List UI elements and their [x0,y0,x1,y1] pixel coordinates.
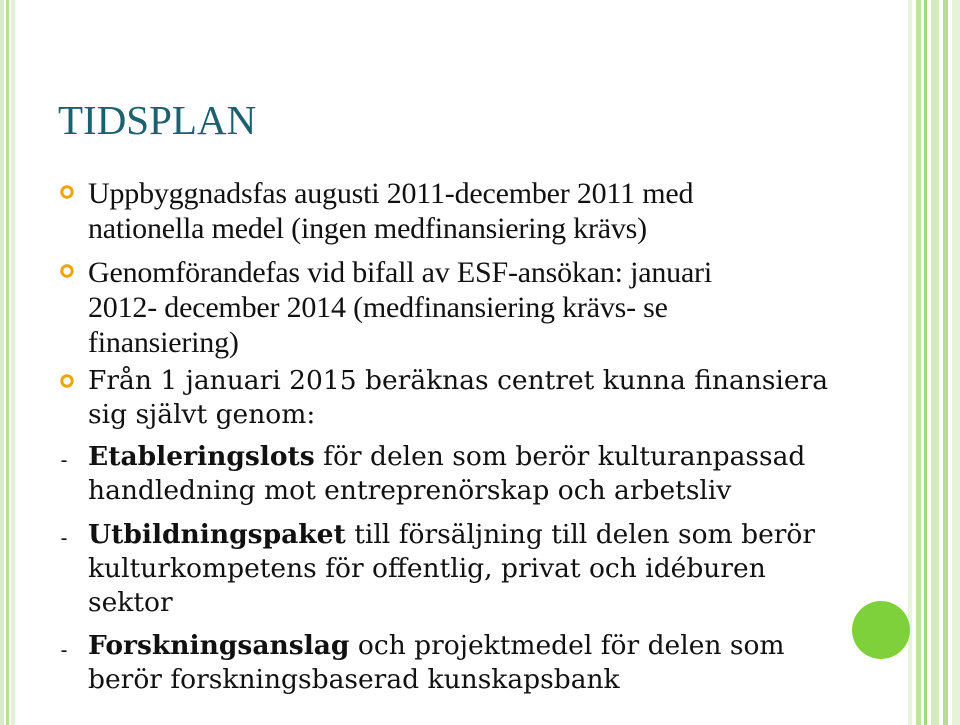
sub-item-2-rest: till försäljning till delen som berör [345,519,816,550]
sub-item-2-line-2: kulturkompetens för offentlig, privat och idéburen [88,553,766,584]
bullet-2-line-2: 2012- december 2014 (medfinansiering krävs- se [88,291,668,324]
right-decorative-stripes [908,0,960,725]
gear-bullet-icon [60,374,74,388]
bullet-1-line-2: nationella medel (ingen medfinansiering krävs) [88,212,647,245]
bullet-1 [88,176,888,246]
bullet-3-line-2: sig självt genom: [88,399,316,430]
bullet-3 [88,364,888,432]
sub-item-3 [88,629,888,697]
sub-item-3-rest: och projektmedel för delen som [349,630,785,661]
sub-item-1-bold: Etableringslots [88,441,315,472]
sub-item-1 [88,440,888,508]
sub-item-2-line-3: sektor [88,587,173,618]
dash-marker: - [58,448,71,472]
slide-title: TIDSPLAN [58,97,257,143]
bullet-3-line-1: Från 1 januari 2015 beräknas centret kunna finansiera [88,365,829,396]
sub-item-2 [88,518,888,620]
gear-bullet-icon [60,264,74,278]
sub-item-3-bold: Forskningsanslag [88,630,350,661]
bullet-2-line-3: finansiering) [88,326,239,359]
left-decorative-stripes [0,0,16,725]
sub-item-1-line-2: handledning mot entreprenörskap och arbetsliv [88,475,732,506]
dash-marker: - [58,526,71,550]
gear-bullet-icon [60,185,74,199]
bullet-1-line-1: Uppbyggnadsfas augusti 2011-december 2011 med [88,177,694,210]
dash-marker: - [58,638,71,662]
green-circle-decoration [852,601,910,659]
sub-item-2-bold: Utbildningspaket [88,519,346,550]
bullet-2 [88,255,888,360]
sub-item-3-line-2: berör forskningsbaserad kunskapsbank [88,664,620,695]
bullet-2-line-1: Genomförandefas vid bifall av ESF-ansökan: januari [88,256,712,289]
sub-item-1-rest: för delen som berör kulturanpassad [314,441,806,472]
